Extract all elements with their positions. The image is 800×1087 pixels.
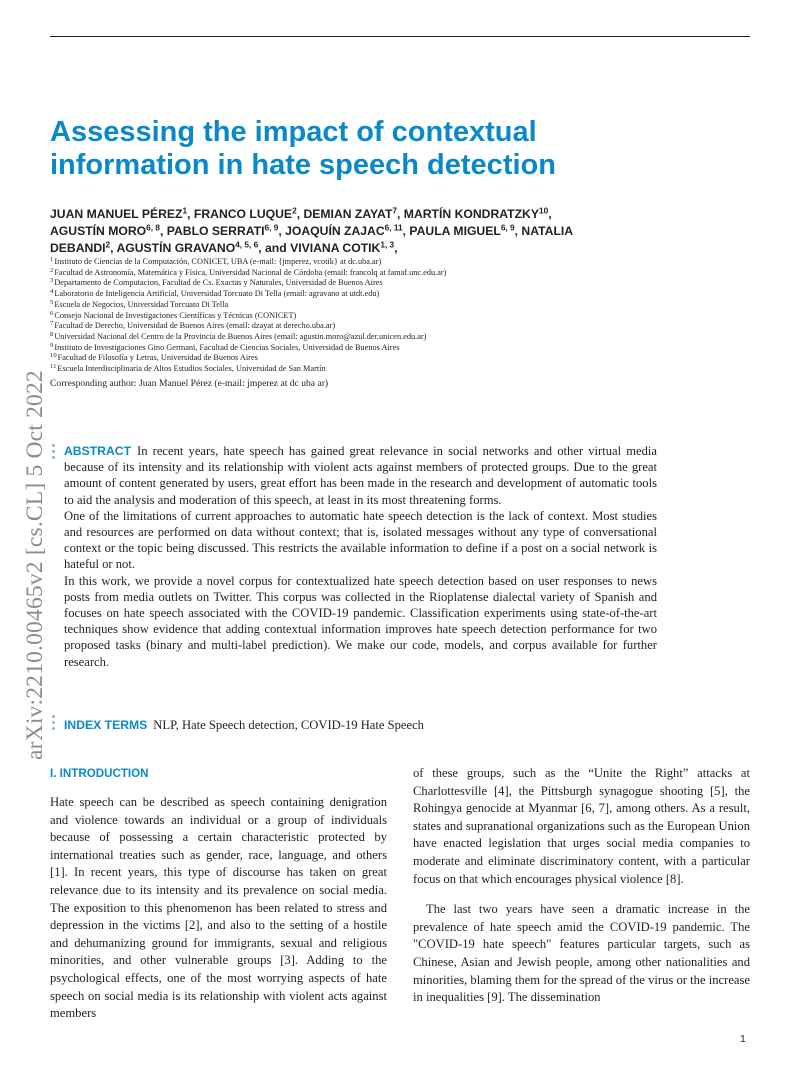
author-name: NATALIA <box>521 224 574 238</box>
author-affil-ref: 1 <box>182 205 188 216</box>
index-terms-marker <box>50 715 58 730</box>
author-name: JOAQUÍN ZAJAC <box>285 224 385 238</box>
affiliation-number: 5 <box>50 298 54 306</box>
title-line-2: information in hate speech detection <box>50 149 556 181</box>
right-column <box>413 765 750 1007</box>
author-affil-ref: 6, 9 <box>264 222 279 233</box>
affiliation-number: 1 <box>50 256 54 264</box>
affiliations <box>50 257 750 389</box>
affiliation-text: Instituto de Ciencias de la Computación, CONICET, UBA (e-mail: {jmperez, vcotik} at dc.uba.ar) <box>54 257 382 266</box>
author-name: DEMIAN ZAYAT <box>303 207 393 221</box>
author-affil-ref: 6, 8 <box>146 222 160 233</box>
affiliation <box>50 268 750 279</box>
affiliation-number: 9 <box>50 341 54 349</box>
affiliation-text: Laboratorio de Inteligencia Artificial, Universidad Torcuato Di Tella (email: agravano at utdt.edu) <box>54 289 380 299</box>
author-name: AGUSTÍN GRAVANO <box>116 241 236 255</box>
abstract-paragraph: One of the limitations of current approaches to automatic hate speech detection is the lack of context. Most studies and resources are performed on data without context; that is, isolated messages without any type of conversational context or the topic being discussed. This restricts the available information to define if a post on a social network is hateful or not. <box>64 508 657 572</box>
affiliation <box>50 300 750 311</box>
affiliation-number: 6 <box>50 309 54 317</box>
author-name: PABLO SERRATI <box>166 224 265 238</box>
affiliation <box>50 257 750 268</box>
affiliation <box>50 321 750 332</box>
author-name: VIVIANA COTIK <box>290 241 381 255</box>
affiliation-text: Facultad de Filosofía y Letras, Universidad de Buenos Aires <box>57 353 258 363</box>
affiliation <box>50 289 750 300</box>
title-line-1: Assessing the impact of contextual <box>50 116 537 148</box>
index-terms <box>64 717 664 733</box>
author-affil-ref: 1, 3 <box>380 239 395 250</box>
affiliation <box>50 353 750 364</box>
body-paragraph: Hate speech can be described as speech containing denigration and violence towards an individual or a group of individuals because of possessing a certain characteristic protected by international treaties such as gender, race, language, and others [1]. In recent years, this type of discourse has taken on great relevance due to its intensity and its prevalence on social media. The exposition to this phenomenon has been related to stress and depression in the victims [2], and also to the setting of a hostile and dehumanizing ground for immigrants, sexual and religious minorities, and other vulnerable groups [3]. Adding to the psychological effects, one of the most worrying aspects of hate speech on social media is its relationship with violent acts against members <box>50 795 387 1021</box>
header-rule <box>50 36 750 37</box>
author-affil-ref: 6, 11 <box>384 222 403 233</box>
abstract-paragraph <box>64 443 657 508</box>
author-name: DEBANDI <box>50 241 106 255</box>
index-terms-text: NLP, Hate Speech detection, COVID-19 Hate Speech <box>153 718 424 732</box>
author-affil-ref: 10 <box>538 205 549 216</box>
affiliation-number: 11 <box>50 363 57 371</box>
abstract-marker <box>50 444 58 459</box>
affiliation-text: Escuela de Negocios, Universidad Torcuato Di Tella <box>54 299 229 309</box>
author-name: MARTÍN KONDRATZKY <box>403 207 539 221</box>
author-name: AGUSTÍN MORO <box>50 224 147 238</box>
affiliation-text: Escuela Interdisciplinaria de Altos Estudios Sociales, Universidad de San Martín <box>57 364 326 374</box>
author-list <box>50 206 770 257</box>
affiliation-number: 10 <box>50 352 57 360</box>
paper-title <box>50 116 750 182</box>
affiliation <box>50 343 750 354</box>
section-heading: I. INTRODUCTION <box>50 767 149 780</box>
page-number: 1 <box>740 1033 746 1045</box>
body-paragraph: The last two years have seen a dramatic increase in the prevalence of hate speech amid the COVID-19 pandemic. The "COVID-19 hate speech" features particular targets, such as Chinese, Asian and Jewish people, among other nationalities and minorities, blaming them for the spread of the virus or the increase in inequalities [9]. The dissemination <box>413 902 750 1005</box>
affiliation-number: 2 <box>50 266 54 274</box>
abstract-text: In recent years, hate speech has gained great relevance in social networks and other virtual media because of its intensity and its relationship with violent acts against members of protected groups. Due to the great amount of content generated by users, great effort has been made in the research and development of automatic tools to aid the analysis and moderation of this speech, at least in its most threatening forms. <box>64 444 657 507</box>
affiliation-text: Departamento de Computacion, Facultad de Cs. Exactas y Naturales, Universidad de Buenos Aires <box>54 278 383 288</box>
affiliation-text: Facultad de Astronomía, Matemática y Física, Universidad Nacional de Córdoba (email: francolq at famaf.unc.edu.ar) <box>54 267 447 277</box>
author-affil-ref: 6, 9 <box>500 222 515 233</box>
affiliation-text: Consejo Nacional de Investigaciones Científicas y Técnicas (CONICET) <box>54 310 297 320</box>
corresponding-author: Corresponding author: Juan Manuel Pérez (e-mail: jmperez at dc uba ar) <box>50 377 329 389</box>
affiliation <box>50 278 750 289</box>
affiliation-text: Universidad Nacional del Centro de la Provincia de Buenos Aires (email: agustin.moro@azul.der.unicen.edu.ar) <box>54 331 427 341</box>
arxiv-identifier: arXiv:2210.00465v2 [cs.CL] 5 Oct 2022 <box>22 370 48 760</box>
affiliation-text: Instituto de Investigaciones Gino Germani, Facultad de Ciencias Sociales, Universidad de Buenos Aires <box>54 342 400 352</box>
author-name: PAULA MIGUEL <box>409 224 501 238</box>
index-terms-label: INDEX TERMS <box>64 718 148 732</box>
author-name: JUAN MANUEL PÉREZ <box>50 207 183 221</box>
affiliation-number: 7 <box>50 320 54 328</box>
author-affil-ref: 2 <box>292 205 297 216</box>
affiliation <box>50 332 750 343</box>
abstract <box>64 443 657 670</box>
affiliation <box>50 364 750 375</box>
affiliation-number: 8 <box>50 330 54 338</box>
affiliation-text: Facultad de Derecho, Universidad de Buenos Aires (email: dzayat at derecho.uba.ar) <box>54 321 336 331</box>
affiliation <box>50 311 750 322</box>
left-column <box>50 765 387 1023</box>
body-paragraph: of these groups, such as the “Unite the Right” attacks at Charlottesville [4], the Pittsburgh synagogue shooting [5], the Rohingya genocide at Myanmar [6, 7], among others. As a result, states and supranational organizations such as the European Union have enacted legislation that urges social media companies to moderate and eliminate discriminatory content, with a particular focus on that which encourages physical violence [8]. <box>413 766 750 886</box>
author-line-1: JUAN MANUEL PÉREZ$^1$, FRANCO LUQUE$^2$, DEMIAN ZAYAT$^7$, MARTÍN KONDRATZKY$^{10}$, <box>50 205 552 221</box>
affiliation-number: 4 <box>50 288 54 296</box>
abstract-paragraph: In this work, we provide a novel corpus for contextualized hate speech detection based on user responses to news posts from media outlets on Twitter. This corpus was collected in the Rioplatense dialectal variety of Spanish and focuses on hate speech associated with the COVID-19 pandemic. Classification experiments using state-of-the-art techniques show evidence that adding contextual information improves hate speech detection performance for two proposed tasks (binary and multi-label prediction). We make our code, models, and corpus available for further research. <box>64 573 657 669</box>
author-affil-ref: 4, 5, 6 <box>235 239 259 250</box>
author-line-3: DEBANDI$^2$, AGUSTÍN GRAVANO$^{4, 5, 6}$, and VIVIANA COTIK$^{1, 3}$, <box>50 239 398 255</box>
affiliation-number: 3 <box>50 277 54 285</box>
author-affil-ref: 2 <box>105 239 111 250</box>
author-name: FRANCO LUQUE <box>193 207 293 221</box>
author-conjunction: and <box>265 241 287 255</box>
author-line-2: AGUSTÍN MORO$^{6, 8}$, PABLO SERRATI$^{6, 9}$, JOAQUÍN ZAJAC$^{6, 11}$, PAULA MIGUEL$^{6, 9}$, NATALIA <box>50 222 574 238</box>
abstract-label: ABSTRACT <box>64 444 132 458</box>
author-affil-ref: 7 <box>392 205 398 216</box>
